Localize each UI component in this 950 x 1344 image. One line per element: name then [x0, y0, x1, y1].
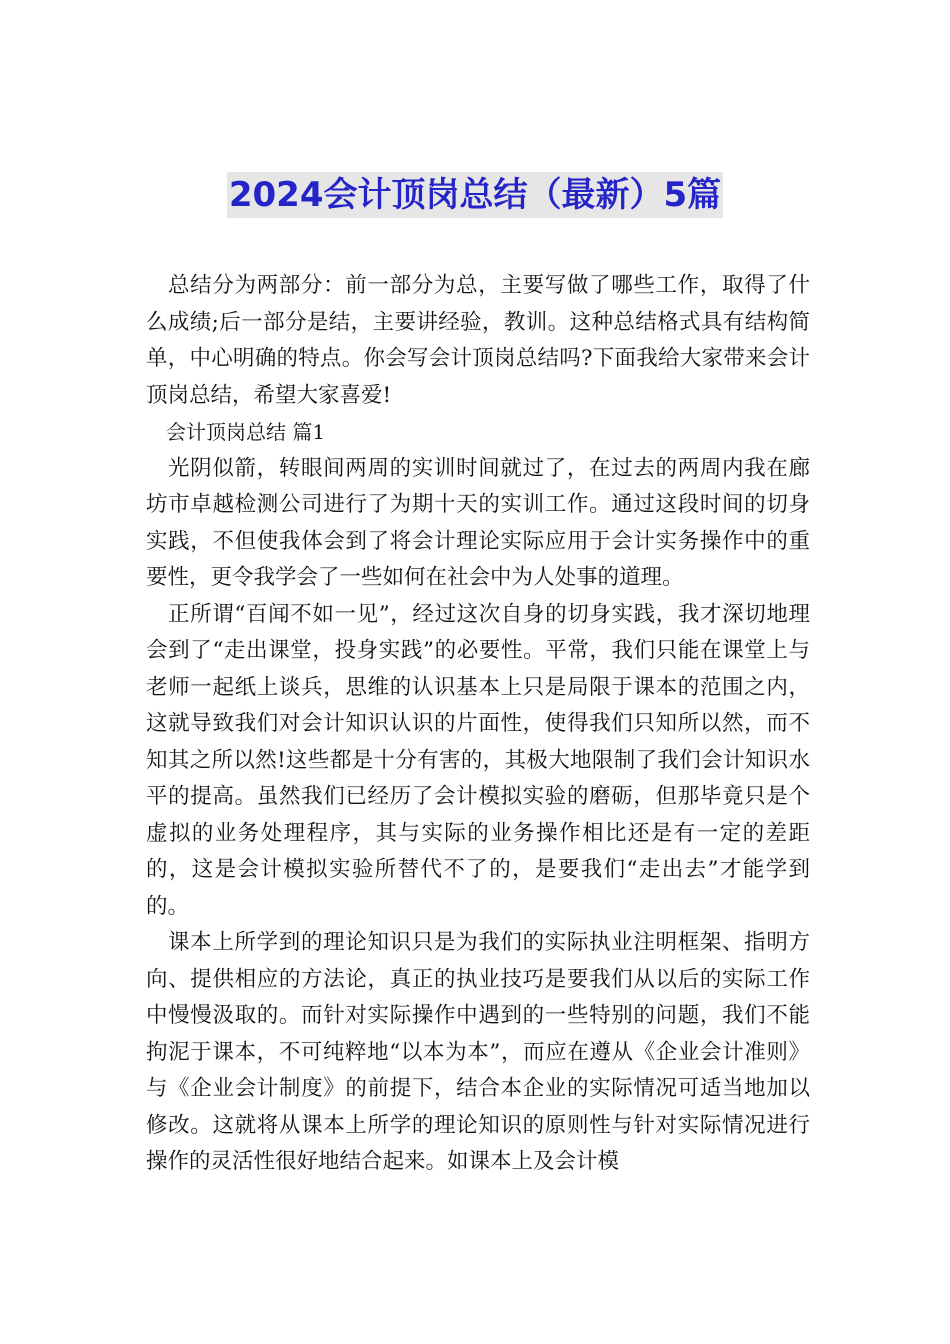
document-title: 2024会计顶岗总结（最新）5篇 [227, 172, 723, 218]
intro-paragraph: 总结分为两部分：前一部分为总，主要写做了哪些工作，取得了什么成绩;后一部分是结，主要讲经验，教训。这种总结格式具有结构简单，中心明确的特点。你会写会计顶岗总结吗?下面我给大家带来会计顶岗总结，希望大家喜爱! [146, 273, 810, 408]
title-container [0, 172, 950, 218]
section-heading-1: 会计顶岗总结 篇1 [166, 420, 326, 444]
body-paragraph-1: 光阴似箭，转眼间两周的实训时间就过了，在过去的两周内我在廊坊市卓越检测公司进行了为期十天的实训工作。通过这段时间的切身实践，不但使我体会到了将会计理论实际应用于会计实务操作中的重要性，更令我学会了一些如何在社会中为人处事的道理。 [146, 455, 810, 590]
body-paragraph-2: 正所谓“百闻不如一见”，经过这次自身的切身实践，我才深切地理会到了“走出课堂，投身实践”的必要性。平常，我们只能在课堂上与老师一起纸上谈兵，思维的认识基本上只是局限于课本的范围之内，这就导致我们对会计知识认识的片面性，使得我们只知所以然，而不知其之所以然!这些都是十分有害的，其极大地限制了我们会计知识水平的提高。虽然我们已经历了会计模拟实验的磨砺，但那毕竟只是个虚拟的业务处理程序，其与实际的业务操作相比还是有一定的差距的，这是会计模拟实验所替代不了的，是要我们“走出去”才能学到的。 [146, 601, 810, 919]
document-body [146, 268, 810, 1181]
body-paragraph-3: 课本上所学到的理论知识只是为我们的实际执业注明框架、指明方向、提供相应的方法论，真正的执业技巧是要我们从以后的实际工作中慢慢汲取的。而针对实际操作中遇到的一些特别的问题，我们不能拘泥于课本，不可纯粹地“以本为本”，而应在遵从《企业会计准则》与《企业会计制度》的前提下，结合本企业的实际情况可适当地加以修改。这就将从课本上所学的理论知识的原则性与针对实际情况进行操作的灵活性很好地结合起来。如课本上及会计模 [146, 930, 810, 1174]
